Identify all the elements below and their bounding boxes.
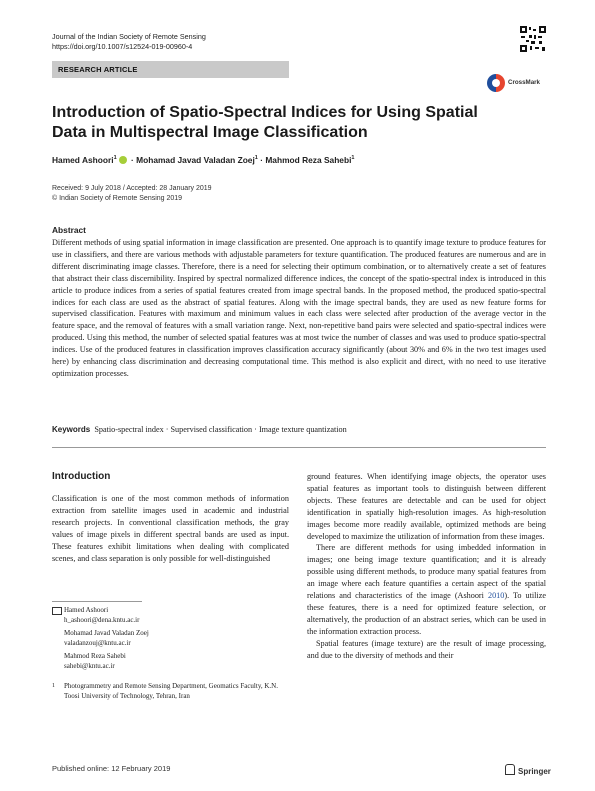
published-online: Published online: 12 February 2019 — [52, 764, 171, 773]
contact-email[interactable]: h_ashoori@dena.kntu.ac.ir — [64, 616, 140, 624]
publisher-logo: Springer — [505, 764, 551, 776]
journal-header — [52, 32, 206, 52]
intro-paragraph: Classification is one of the most common methods of information extraction from satellite images used in academic and industrial research projects. In conventional classification methods, the gray values of image pixels in different spectral bands are used as input. These features exhibit limitations when dealing with complicated scenes, and class separation is only possible for well-distinguished — [52, 494, 289, 563]
keywords — [52, 425, 347, 434]
affiliation-address: 1 Photogrammetry and Remote Sensing Department, Geomatics Faculty, K.N. Toosi University of Technology, Tehran, Iran — [52, 682, 278, 700]
introduction-heading: Introduction — [52, 471, 111, 482]
author-list: Hamed Ashoori$^1$ · Mohamad Javad Valadan Zoej$^1$ · Mahmod Reza Sahebi$^1$ — [52, 155, 355, 165]
author-name: Mohamad Javad Valadan Zoej — [136, 155, 255, 165]
qr-code-icon — [520, 26, 546, 52]
keywords-text: Spatio-spectral index · Supervised classification · Image texture quantization — [94, 425, 347, 434]
contact-entry — [52, 628, 289, 648]
affiliations — [52, 605, 289, 704]
journal-name: Journal of the Indian Society of Remote Sensing — [52, 32, 206, 41]
article-type-label: RESEARCH ARTICLE — [58, 65, 138, 74]
section-divider — [52, 447, 546, 448]
copyright-line: © Indian Society of Remote Sensing 2019 — [52, 195, 183, 202]
crossmark-label: CrossMark — [508, 79, 540, 86]
affiliation-divider — [52, 601, 142, 602]
author-affiliation-sup: 1 — [254, 155, 258, 162]
left-column — [52, 493, 289, 564]
contact-email[interactable]: valadanzouj@kntu.ac.ir — [64, 639, 131, 647]
envelope-icon — [52, 607, 62, 615]
contact-entry — [52, 605, 289, 625]
received-accepted: Received: 9 July 2018 / Accepted: 28 January 2019 — [52, 185, 212, 192]
doi-link[interactable]: https://doi.org/10.1007/s12524-019-00960-4 — [52, 42, 193, 51]
author-affiliation-sup: 1 — [113, 155, 117, 162]
abstract-text: Different methods of using spatial information in image classification are presented. One approach is to quantify image texture to produce features for use in classifiers, and there are various methods with adjustable parameters for texture quantification. The produced features are numerous and are in different discriminating image classes. Therefore, there is a need for selecting their optimum combination, or to alternatively create a set of features that abstract their class discernibility. Inspired by spectral normalized difference indices, the concept of the spatio-spectral index is introduced in this article to produce indices from a series of spatial features created from image spectral bands. In the proposed method, the produced spatio-spectral indices for each class are used as the abstract of spatial features. Along with the image spectral bands, they are used as new feature forms for supervised classification. Features with maximum and minimum values in each class were selected after production of the average vector in the feature space, and the removal of features with a small variation range. Next, non-repetitive band pairs were selected and spatio-spectral indices were produced. Using this method, the number of selected spatial features was at most twice the number of classes and was used to produce spatio-spectral indices. Use of the produced features in classification improves classification accuracy significantly (about 30% and 6% in the two test images used here) by enhancing class discrimination and decreasing computational time. This method is also explicit and direct, with no need to use iterative optimization processes. — [52, 238, 546, 378]
contact-name: Mohamad Javad Valadan Zoej — [64, 629, 149, 637]
author-name: Mahmod Reza Sahebi — [265, 155, 352, 165]
paper-title: Introduction of Spatio-Spectral Indices for Using Spatial Data in Multispectral Image Classification — [52, 104, 478, 141]
author-name: Hamed Ashoori — [52, 155, 114, 165]
article-dates — [52, 184, 212, 204]
intro-paragraph: Spatial features (image texture) are the result of image processing, and due to the diversity of methods and their — [307, 638, 546, 660]
citation-link[interactable]: 2010 — [487, 591, 505, 601]
orcid-icon[interactable] — [119, 156, 127, 164]
contact-name: Mahmod Reza Sahebi — [64, 652, 126, 660]
contact-entry — [52, 651, 289, 671]
affiliation-sup: 1 — [52, 683, 55, 689]
author-affiliation-sup: 1 — [351, 155, 355, 162]
contact-name: Hamed Ashoori — [64, 606, 109, 614]
crossmark-icon — [487, 74, 505, 92]
springer-horse-icon — [505, 764, 515, 775]
right-column — [307, 471, 546, 662]
article-type-banner — [52, 61, 289, 78]
intro-paragraph: ground features. When identifying image objects, the operator uses spatial features as important tools to distinguish between different objects. These features are detectable and can be used for object identification in spatially high-resolution images. As high-resolution images become more readily available, optimized methods are being developed to maximize the utilization of information from these images. — [307, 472, 546, 541]
contact-email[interactable]: sahebi@kntu.ac.ir — [64, 662, 115, 670]
abstract-heading: Abstract — [52, 225, 86, 235]
keywords-label: Keywords — [52, 425, 91, 434]
crossmark-badge[interactable] — [487, 74, 547, 94]
intro-paragraph: There are different methods for using imbedded information in images; one being image texture quantification; and it is already possible using different methods, to produce many spatial features from an image where each feature quantifies a certain aspect of the spatial relations and characteristics of the image (Ashoori 2010). To utilize these features, there is a need for optimized feature selection, or alternatively, the production of an abstract series, which can be used in the information extraction process. — [307, 543, 547, 636]
